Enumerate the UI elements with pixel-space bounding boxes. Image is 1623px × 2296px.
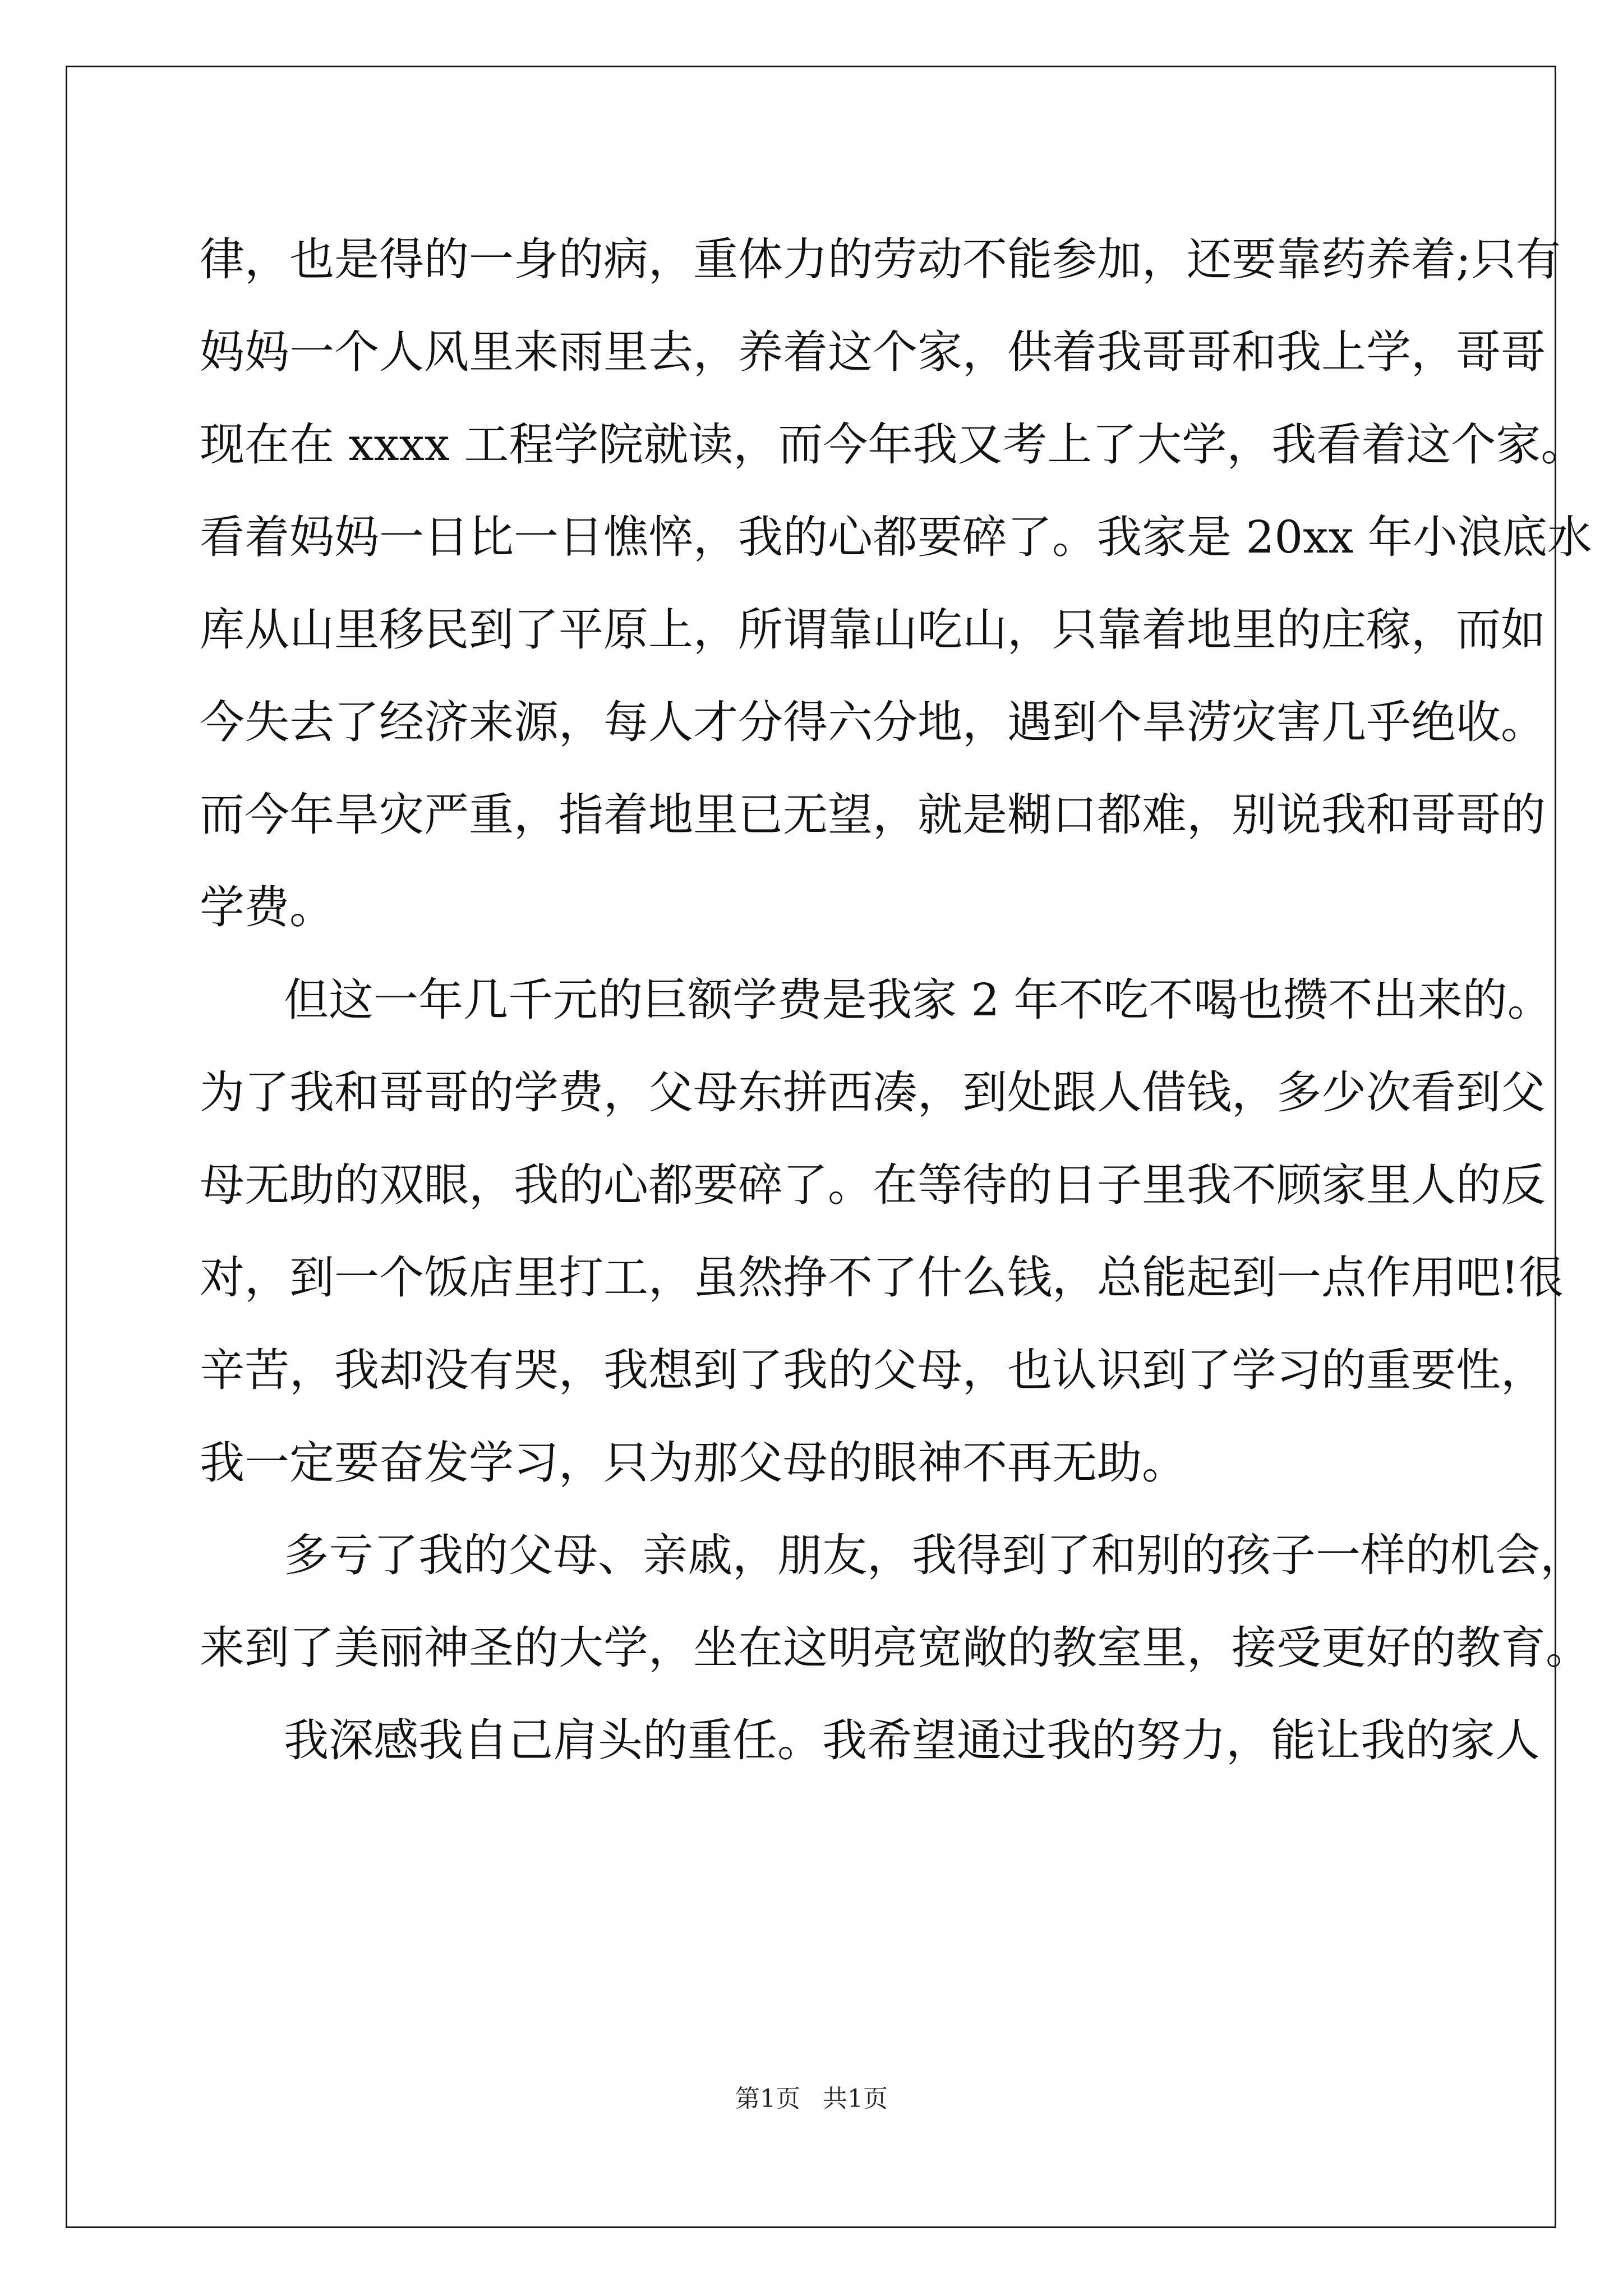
text-line: 为了我和哥哥的学费，父母东拼西凑，到处跟人借钱，多少次看到父 (200, 1066, 1546, 1119)
text-line: 今失去了经济来源，每人才分得六分地，遇到个旱涝灾害几乎绝收。 (200, 696, 1546, 748)
text-line: 我一定要奋发学习，只为那父母的眼神不再无助。 (200, 1437, 1187, 1489)
paragraph-start-line: 我深感我自己肩头的重任。我希望通过我的努力，能让我的家人 (284, 1714, 1540, 1766)
document-body (200, 213, 1592, 1787)
text-line: 学费。 (200, 881, 334, 933)
text-line: 律，也是得的一身的病，重体力的劳动不能参加，还要靠药养着;只有 (200, 233, 1561, 286)
page-footer (0, 2078, 1623, 2114)
page-total: 共1页 (823, 2085, 888, 2113)
text-line: 现在在 xxxx 工程学院就读，而今年我又考上了大学，我看着这个家。 (200, 418, 1586, 471)
text-line: 库从山里移民到了平原上，所谓靠山吃山，只靠着地里的庄稼，而如 (200, 604, 1546, 656)
text-line: 妈妈一个人风里来雨里去，养着这个家，供着我哥哥和我上学，哥哥 (200, 326, 1546, 378)
page-number: 第1页 (735, 2085, 800, 2113)
text-line: 来到了美丽神圣的大学，坐在这明亮宽敞的教室里，接受更好的教育。 (200, 1622, 1590, 1674)
text-line: 对，到一个饭店里打工，虽然挣不了什么钱，总能起到一点作用吧!很 (200, 1251, 1564, 1304)
paragraph-start-line: 但这一年几千元的巨额学费是我家 2 年不吃不喝也攒不出来的。 (284, 974, 1552, 1026)
text-line: 辛苦，我却没有哭，我想到了我的父母，也认识到了学习的重要性， (200, 1344, 1546, 1396)
text-line: 看着妈妈一日比一日憔悴，我的心都要碎了。我家是 20xx 年小浪底水 (200, 511, 1592, 563)
text-line: 而今年旱灾严重，指着地里已无望，就是糊口都难，别说我和哥哥的 (200, 789, 1546, 841)
paragraph-start-line: 多亏了我的父母、亲戚，朋友，我得到了和别的孩子一样的机会， (284, 1529, 1585, 1581)
text-line: 母无助的双眼，我的心都要碎了。在等待的日子里我不顾家里人的反 (200, 1159, 1546, 1211)
